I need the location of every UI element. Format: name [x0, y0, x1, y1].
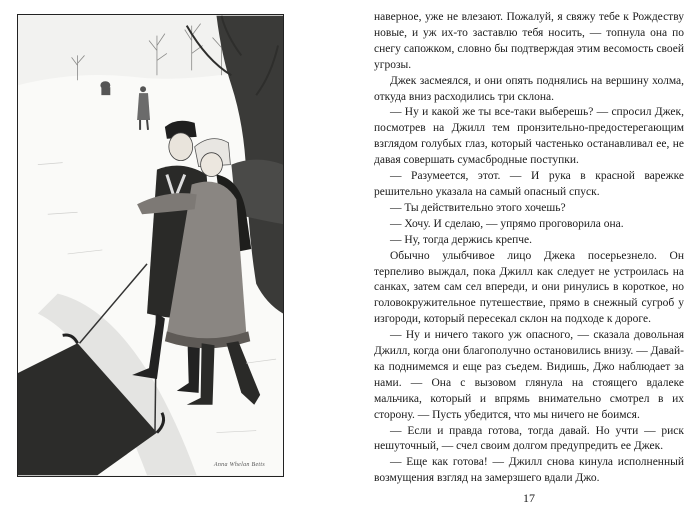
paragraph: — Разумеется, этот. — И рука в красной варежке решительно указала на самый опасный спуск.: [374, 170, 684, 198]
page-number: 17: [523, 491, 535, 505]
paragraph: — Ну, тогда держись крепче.: [390, 233, 533, 246]
paragraph: — Ты действительно этого хочешь?: [390, 201, 566, 214]
paragraph: — Ну и какой же ты все-таки выберешь? — спросил Джек, посмотрев на Джилл тем пронзительно-предостерегающим взглядом голубых глаз, который частенько останавливал ее, не давая совершать сумасбродные поступки.: [374, 106, 684, 167]
paragraph: — Еще как готова! — Джилл снова кинула исполненный возмущения взгляд на замерзшего вдали Джо.: [374, 456, 684, 485]
paragraph: Обычно улыбчивое лицо Джека посерьезнело. Он терпеливо выждал, пока Джилл как следует не устроилась на санках, затем сам сел впереди, и они ринулись в короткое, но головокружительное путешествие, прямо в снежный сугроб у изгороди, который пересекал склон на подходе к дороге.: [374, 249, 684, 326]
illustration: [17, 14, 284, 477]
artist-signature: Anna Whelan Betts: [213, 462, 265, 468]
paragraph: — Если и правда готова, тогда давай. Но учти — риск нешуточный, — счел своим долгом предупредить ее Джек.: [374, 424, 684, 453]
paragraph: — Ну и ничего такого уж опасного, — сказала довольная Джилл, когда они благополучно остановились внизу. — Давай-ка поднимемся и еще раз съедем. Видишь, Джо наблюдает за нами. — Она с вызовом глянула на стоящего вдалеке мальчика, который и впрямь внимательно смотрел в их сторону. — Пусть убедится, что мы ничего не боимся.: [374, 329, 684, 421]
illustration-drawing: [18, 15, 283, 476]
paragraph: — Хочу. И сделаю, — упрямо проговорила она.: [390, 217, 624, 230]
text-column: [374, 10, 684, 487]
paragraph: наверное, уже не влезают. Пожалуй, я свяжу тебе к Рождеству новые, и уж их-то заставлю тебя носить, — топнула она по снегу сапожком, словно бы подтверждая этим весомость своей угрозы.: [374, 11, 684, 71]
paragraph: Джек засмеялся, и они опять поднялись на вершину холма, откуда вниз расходились три склона.: [374, 74, 684, 103]
